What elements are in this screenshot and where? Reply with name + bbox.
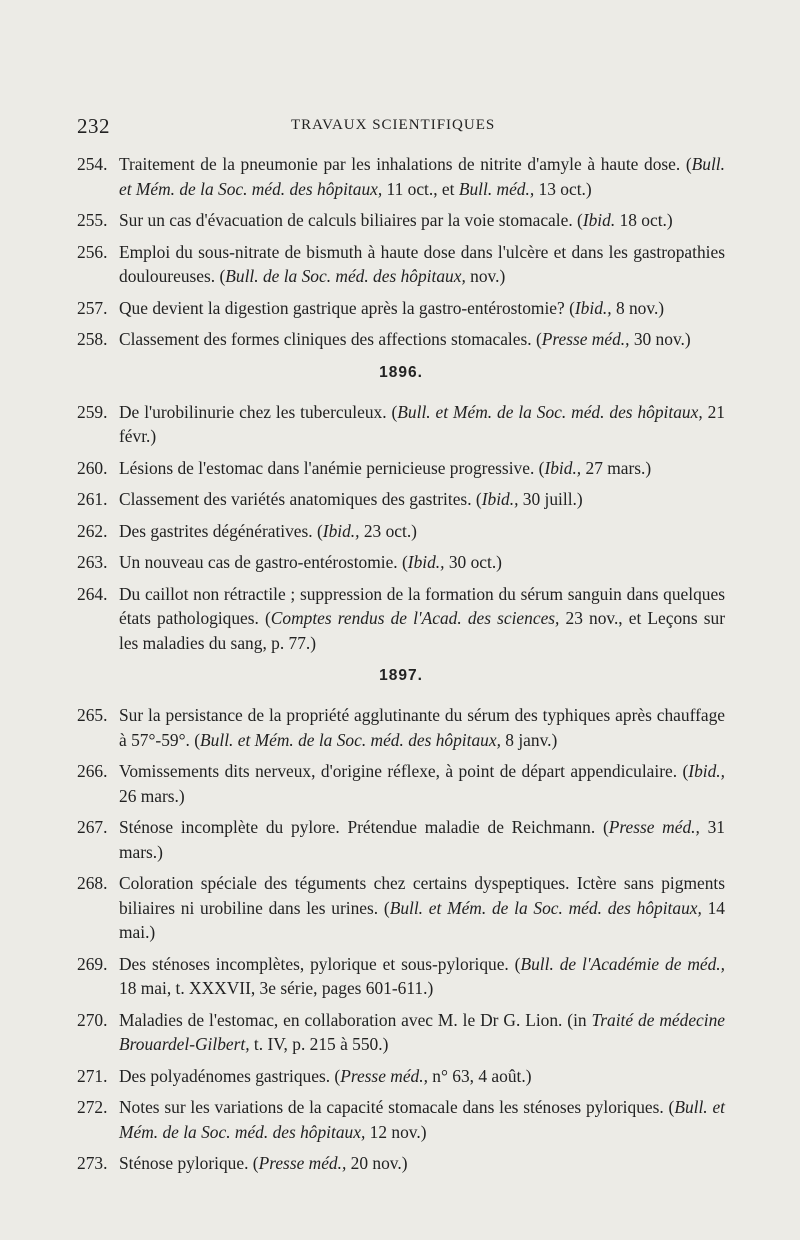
entry-text-part: Sténose pylorique. (: [119, 1153, 259, 1173]
bibliography-entry: [77, 296, 725, 321]
entry-text-part: Un nouveau cas de gastro-entérostomie. (: [119, 552, 408, 572]
entry-number: 273.: [77, 1153, 108, 1173]
bibliography-entry: [77, 152, 725, 201]
entry-text-part: 12 nov.): [365, 1121, 427, 1142]
entry-text: [119, 1095, 725, 1144]
entry-number: 262.: [77, 520, 108, 541]
bibliography-entry: [77, 519, 725, 544]
entry-text: [119, 582, 725, 656]
year-heading: 1896.: [379, 363, 423, 381]
entry-number: 272.: [77, 1097, 108, 1117]
entry-text: [119, 487, 725, 512]
entry-text-part: 8 janv.): [500, 729, 558, 750]
entry-source: Ibid.,: [322, 520, 360, 541]
entry-number: 254.: [77, 154, 108, 174]
bibliography-entry: [77, 703, 725, 752]
entry-number: 258.: [77, 329, 108, 349]
entry-number: 256.: [77, 241, 108, 262]
entry-text-part: n° 63, 4 août.): [427, 1065, 532, 1086]
entry-text-part: Classement des variétés anatomiques des gastrites. (: [119, 489, 482, 509]
bibliography-entry: [77, 240, 725, 289]
entry-number: 263.: [77, 552, 108, 572]
entry-text: [119, 400, 725, 449]
entry-source: Bull. méd.,: [458, 178, 535, 199]
entry-text-part: Sténose incomplète du pylore. Prétendue maladie de Reichmann. (: [119, 817, 609, 837]
entry-text: [119, 1151, 725, 1176]
entry-source: Presse méd.,: [258, 1153, 347, 1173]
entry-text-part: Que devient la digestion gastrique après la gastro-entérostomie? (: [119, 297, 575, 318]
entry-number: 266.: [77, 761, 108, 781]
entry-text-part: 20 nov.): [346, 1153, 408, 1173]
entry-text-part: 14 mai.): [119, 897, 725, 942]
entry-text-part: Vomissements dits nerveux, d'origine réflexe, à point de départ appendiculaire. (: [119, 761, 689, 781]
bibliography-entry: [77, 327, 725, 352]
entry-text-part: 31 mars.): [119, 817, 725, 862]
entry-text-part: 26 mars.): [119, 785, 185, 806]
entry-source: Ibid.: [582, 210, 616, 230]
entry-number: 268.: [77, 873, 108, 893]
entry-source: Traité de médecine Brouardel-Gilbert,: [119, 1009, 725, 1054]
entry-text: [119, 208, 725, 233]
entry-source: Bull. et Mém. de la Soc. méd. des hôpitaux,: [397, 401, 703, 422]
bibliography-list: [77, 152, 725, 1183]
entry-source: Ibid.,: [407, 552, 445, 572]
page-header: [77, 114, 727, 140]
entry-number: 269.: [77, 953, 108, 974]
entry-source: Bull. de la Soc. méd. des hôpitaux,: [225, 266, 466, 286]
bibliography-entry: [77, 815, 725, 864]
entry-text: [119, 815, 725, 864]
entry-source: Ibid.,: [688, 761, 725, 781]
bibliography-entry: [77, 208, 725, 233]
bibliography-entry: [77, 952, 725, 1001]
page-number: 232: [77, 114, 110, 138]
bibliography-entry: [77, 582, 725, 656]
entry-source: Ibid.,: [544, 457, 582, 478]
entry-text-part: Emploi du sous-nitrate de bismuth à haute dose dans l'ulcère et dans les gastropathies douloureuses. (: [119, 241, 725, 286]
year-heading: 1897.: [379, 667, 423, 684]
bibliography-entry: [77, 1064, 725, 1089]
entry-text-part: 11 oct., et: [382, 178, 459, 199]
entry-text-part: Maladies de l'estomac, en collaboration avec M. le Dr G. Lion. (in: [119, 1009, 592, 1030]
entry-number: 264.: [77, 583, 108, 604]
entry-source: Ibid.,: [481, 489, 519, 509]
entry-number: 270.: [77, 1009, 108, 1030]
entry-text: [119, 871, 725, 945]
entry-number: 257.: [77, 297, 108, 318]
entry-number: 255.: [77, 210, 108, 230]
entry-source: Comptes rendus de l'Acad. des sciences,: [270, 608, 560, 628]
entry-text-part: nov.): [465, 266, 506, 286]
entry-text-part: Des sténoses incomplètes, pylorique et sous-pylorique. (: [119, 953, 521, 974]
entry-text-part: 21 févr.): [119, 401, 725, 446]
entry-number: 260.: [77, 457, 108, 478]
bibliography-entry: [77, 550, 725, 575]
entry-text-part: 8 nov.): [611, 297, 665, 318]
entry-text: [119, 1064, 725, 1089]
entry-text: [119, 1008, 725, 1057]
entry-text-part: Des polyadénomes gastriques. (: [119, 1065, 341, 1086]
entry-text-part: Classement des formes cliniques des affections stomacales. (: [119, 329, 542, 349]
entry-number: 267.: [77, 817, 108, 837]
entry-text: [119, 550, 725, 575]
entry-text-part: Coloration spéciale des téguments chez certains dyspeptiques. Ictère sans pigments biliaires ni urobiline dans les urines. (: [119, 873, 725, 918]
bibliography-entry: [77, 400, 725, 449]
entry-source: Bull. et Mém. de la Soc. méd. des hôpitaux,: [119, 1097, 725, 1142]
entry-text-part: Du caillot non rétractile ; suppression de la formation du sérum sanguin dans quelques états pathologiques. (: [119, 583, 725, 628]
entry-text-part: Traitement de la pneumonie par les inhalations de nitrite d'amyle à haute dose. (: [119, 154, 692, 174]
entry-text-part: Sur la persistance de la propriété agglutinante du sérum des typhiques après chauffage à 57°-59°. (: [119, 705, 725, 750]
entry-source: Bull. et Mém. de la Soc. méd. des hôpitaux,: [200, 729, 501, 750]
entry-text: [119, 759, 725, 808]
entry-text: [119, 296, 725, 321]
entry-text: [119, 456, 725, 481]
entry-text: [119, 152, 725, 201]
bibliography-entry: [77, 871, 725, 945]
entry-source: Ibid.,: [574, 297, 612, 318]
entry-text-part: Notes sur les variations de la capacité stomacale dans les sténoses pyloriques. (: [119, 1097, 675, 1117]
entry-text-part: t. IV, p. 215 à 550.): [249, 1034, 389, 1054]
entry-number: 261.: [77, 489, 108, 509]
entry-number: 265.: [77, 705, 108, 725]
bibliography-entry: [77, 456, 725, 481]
entry-text-part: Des gastrites dégénératives. (: [119, 520, 323, 541]
entry-text-part: 30 nov.): [629, 329, 691, 349]
entry-text-part: 23 nov., et Leçons sur les maladies du sang, p. 77.): [119, 608, 725, 653]
entry-text-part: 18 mai, t. XXXVII, 3e série, pages 601-611.): [119, 978, 434, 998]
bibliography-entry: [77, 1095, 725, 1144]
entry-text-part: 30 oct.): [444, 552, 502, 572]
bibliography-entry: [77, 1008, 725, 1057]
entry-text-part: Lésions de l'estomac dans l'anémie pernicieuse progressive. (: [119, 457, 545, 478]
entry-source: Bull. de l'Académie de méd.,: [520, 953, 726, 974]
entry-source: Bull. et Mém. de la Soc. méd. des hôpitaux,: [389, 897, 702, 918]
entry-text-part: Sur un cas d'évacuation de calculs biliaires par la voie stomacale. (: [119, 210, 583, 230]
entry-text-part: 27 mars.): [581, 457, 652, 478]
bibliography-entry: [77, 1151, 725, 1176]
entry-text-part: 30 juill.): [518, 489, 583, 509]
entry-text: [119, 240, 725, 289]
entry-text-part: De l'urobilinurie chez les tuberculeux. (: [119, 401, 398, 422]
entry-source: Presse méd.,: [541, 329, 630, 349]
entry-text: [119, 952, 725, 1001]
entry-number: 259.: [77, 401, 108, 422]
bibliography-entry: [77, 759, 725, 808]
running-head: TRAVAUX SCIENTIFIQUES: [291, 117, 496, 133]
entry-text: [119, 327, 725, 352]
entry-text: [119, 519, 725, 544]
entry-source: Presse méd.,: [340, 1065, 428, 1086]
entry-text-part: 18 oct.): [615, 210, 673, 230]
entry-source: Presse méd.,: [608, 817, 700, 837]
entry-source: Bull. et Mém. de la Soc. méd. des hôpitaux,: [119, 154, 725, 199]
bibliography-entry: [77, 487, 725, 512]
entry-text: [119, 703, 725, 752]
entry-text-part: 13 oct.): [534, 178, 592, 199]
entry-text-part: 23 oct.): [359, 520, 417, 541]
entry-number: 271.: [77, 1065, 108, 1086]
